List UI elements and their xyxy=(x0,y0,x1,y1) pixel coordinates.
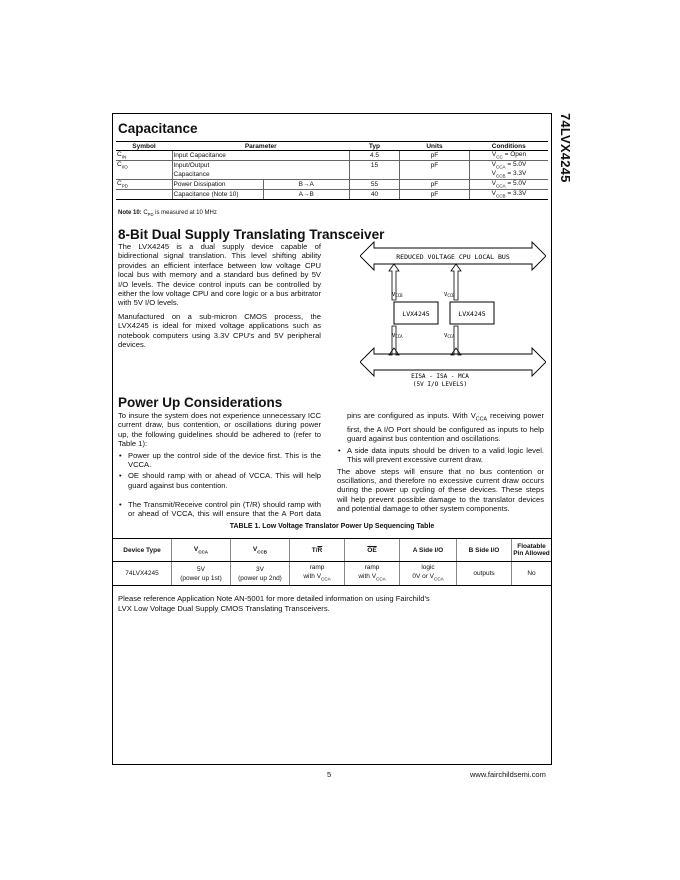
power-up-bullet-3 xyxy=(118,498,321,521)
dir-cell: B→A xyxy=(263,180,349,190)
vcca-cell: 5V (power up 1st) xyxy=(172,562,231,586)
units-cell: pF xyxy=(399,151,469,161)
param-cell: Input/Output xyxy=(172,161,349,171)
typ-cell: 40 xyxy=(349,190,399,200)
translator-para2: Manufactured on a sub-micron CMOS process, the LVX4245 is ideal for mixed voltage applications such as notebook computers using 3.3V CPU's and 5V peripheral devices. xyxy=(118,312,321,350)
table-row xyxy=(116,170,548,180)
dir-cell: A→B xyxy=(263,190,349,200)
capacitance-note: Note 10: $C_{PD}$ is measured at 10 MHz xyxy=(118,210,217,218)
bullet-3-continued: pins are configured as inputs. With $V_{CCA}$ receiving power first, the A I/O Port should be configured as inputs to help guard against bus contention and oscillations. xyxy=(347,411,544,444)
units-cell: pF xyxy=(399,161,469,171)
vcca-label: VCCA xyxy=(392,333,403,339)
col-symbol: Symbol xyxy=(116,142,172,151)
bus-translation-diagram xyxy=(360,238,546,390)
col-floatable: Floatable Pin Allowed xyxy=(512,539,552,562)
table-row xyxy=(116,180,548,190)
oe-cell: ramp with $V_{CCA}$ xyxy=(345,562,400,586)
table-row xyxy=(116,161,548,171)
col-vcca: $V_{CCA}$ xyxy=(172,539,231,562)
symbol-cell: $C_{I/O}$ xyxy=(116,161,172,171)
typ-cell xyxy=(349,170,399,180)
vcca-label: VCCA xyxy=(444,333,455,339)
bullet-1: • Power up the control side of the device first. This is the VCCA. xyxy=(118,451,321,470)
floatable-cell: No xyxy=(512,562,552,586)
col-units: Units xyxy=(399,142,469,151)
bottom-bus-label-2: (5V I/O LEVELS) xyxy=(412,381,468,388)
symbol-cell: $C_{PD}$ xyxy=(116,180,172,190)
tr-cell: ramp with $V_{CCA}$ xyxy=(290,562,345,586)
page-number: 5 xyxy=(327,770,332,779)
col-vccb: $V_{CCB}$ xyxy=(231,539,290,562)
units-cell: pF xyxy=(399,180,469,190)
link-arrow xyxy=(451,326,461,355)
table-row xyxy=(116,151,548,161)
units-cell: pF xyxy=(399,190,469,200)
top-bus-label: REDUCED VOLTAGE CPU LOCAL BUS xyxy=(396,253,510,261)
capacitance-table xyxy=(116,141,548,200)
typ-cell: 15 xyxy=(349,161,399,171)
table-row xyxy=(116,190,548,200)
cond-cell: $V_{CCB} = 3.3V$ xyxy=(469,170,548,180)
col-parameter: Parameter xyxy=(172,142,349,151)
device-type-cell: 74LVX4245 xyxy=(113,562,172,586)
capacitance-title: Capacitance xyxy=(118,121,198,136)
param-cell: Input Capacitance xyxy=(172,151,349,161)
translator-title: 8-Bit Dual Supply Translating Transceiver xyxy=(118,227,385,242)
bullet-2: • OE should ramp with or ahead of VCCA. This will help guard against bus contention. xyxy=(118,471,321,490)
units-cell xyxy=(399,170,469,180)
part-number-side-title: 74LVX4245 xyxy=(558,113,573,183)
cond-cell: $V_{CCB} = 3.3V$ xyxy=(469,190,548,200)
table-row xyxy=(113,562,551,586)
col-typ: Typ xyxy=(349,142,399,151)
a-side-cell: logic 0V or $V_{CCA}$ xyxy=(400,562,457,586)
param-cell: Power Dissipation xyxy=(172,180,263,190)
bullet-4: • A side data inputs should be driven to a valid logic level. This will prevent excessive current draw. xyxy=(337,446,544,465)
vccb-cell: 3V (power up 2nd) xyxy=(231,562,290,586)
power-up-sequencing-table xyxy=(113,538,551,586)
footer-url[interactable]: www.fairchildsemi.com xyxy=(470,770,546,779)
param-cell: Capacitance xyxy=(172,170,349,180)
power-up-intro: To insure the system does not experience unnecessary ICC current draw, bus contention, or oscillations during power up, the following guidelines should be adhered to (refer to Table 1): xyxy=(118,411,321,449)
typ-cell: 4.5 xyxy=(349,151,399,161)
symbol-cell: $C_{IN}$ xyxy=(117,151,127,160)
col-conditions: Conditions xyxy=(469,142,548,151)
power-up-closing: The above steps will ensure that no bus contention or oscillations, and therefore no excessive current draw occurs during the power up cycling of these devices. These steps will help prevent possible damage to the translator devices and potential damage to other system components. xyxy=(337,466,544,514)
chip-label-2: LVX4245 xyxy=(458,310,486,318)
col-tr: $T/\overline{R}$ xyxy=(290,539,345,562)
bullet-3: • The Transmit/Receive control pin (T/R) should ramp with or ahead of VCCA, this will ensure that the A Port data xyxy=(118,500,321,519)
table1-caption: TABLE 1. Low Voltage Translator Power Up Sequencing Table xyxy=(229,523,435,530)
vccb-label: VCCB xyxy=(444,292,455,298)
power-up-title: Power Up Considerations xyxy=(118,395,283,410)
chip-label-1: LVX4245 xyxy=(402,310,430,318)
col-oe: $\overline{OE}$ xyxy=(345,539,400,562)
cond-cell: $V_{CCA} = 5.0V$ xyxy=(469,161,548,171)
col-device-type: Device Type xyxy=(113,539,172,562)
b-side-cell: outputs xyxy=(457,562,512,586)
symbol-cell xyxy=(116,190,172,200)
col-b-side: B Side I/O xyxy=(457,539,512,562)
cond-cell: $V_{CC}$ = Open xyxy=(469,151,548,161)
bottom-bus-label-1: EISA - ISA - MCA xyxy=(411,373,469,380)
power-up-right-column xyxy=(337,411,544,514)
application-note-reference: Please reference Application Note AN-5001 for more detailed information on using Fairchild's LVX Low Voltage Dual Supply CMOS Translating Transceivers. xyxy=(118,594,430,613)
symbol-cell xyxy=(116,170,172,180)
typ-cell: 55 xyxy=(349,180,399,190)
translator-para1: The LVX4245 is a dual supply device capable of bidirectional signal translation. This level shifting ability provides an efficient interface between low voltage CPU local bus with memory and a standard bus defined by 5V I/O levels. The device control inputs can be controlled by either the low voltage CPU and core logic or a bus arbitrator with 5V I/O levels. xyxy=(118,242,321,308)
cond-cell: $V_{CCA} = 5.0V$ xyxy=(469,180,548,190)
power-up-left-column xyxy=(118,411,321,492)
col-a-side: A Side I/O xyxy=(400,539,457,562)
vccb-label: VCCB xyxy=(392,292,403,298)
param-cell: Capacitance (Note 10) xyxy=(172,190,263,200)
link-arrow xyxy=(389,326,399,355)
